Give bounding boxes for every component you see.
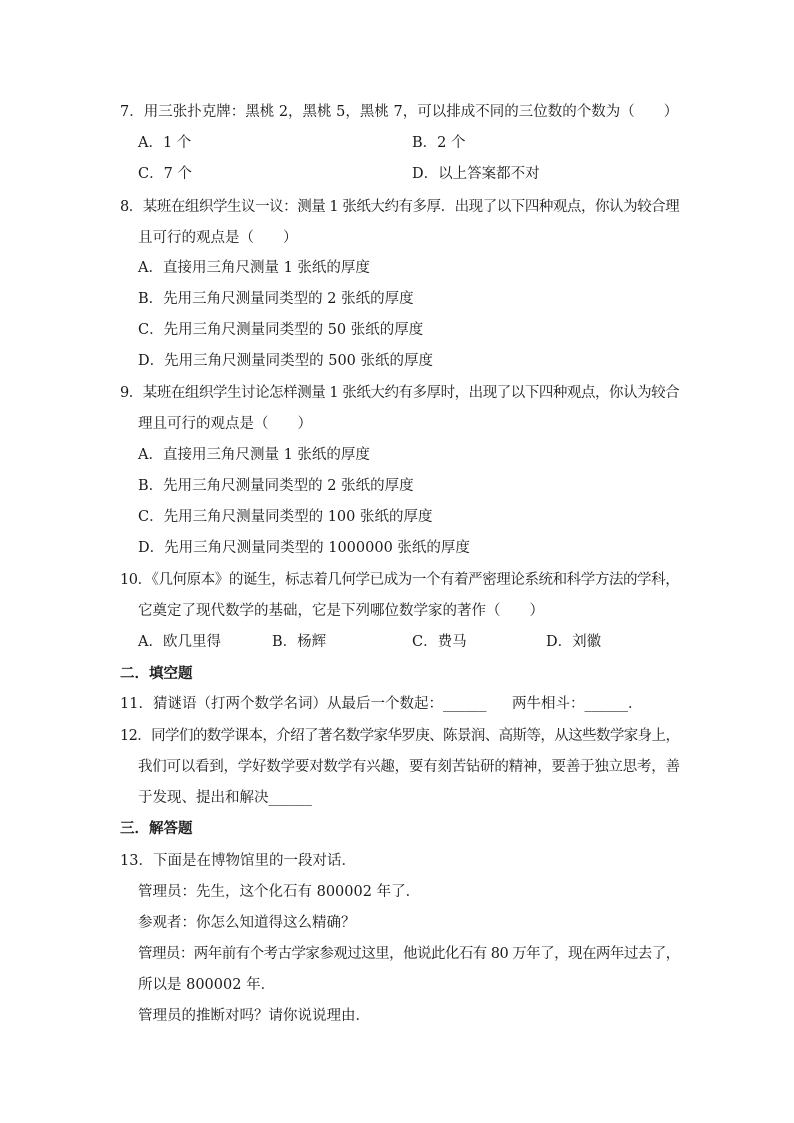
q12-line3: 于发现、提出和解决______ — [138, 790, 312, 806]
section-heading-answer: 三．解答题 — [120, 820, 193, 837]
q7-option-b: B．2 个 — [412, 135, 466, 151]
q8-option-b: B．先用三角尺测量同类型的 2 张纸的厚度 — [138, 291, 414, 307]
section-heading-fill-in: 二．填空题 — [120, 665, 193, 682]
q13-question: 管理员的推断对吗？请你说说理由． — [138, 1008, 370, 1024]
q10-option-d: D．刘徽 — [546, 634, 602, 650]
q13-dialogue-line2: 参观者：你怎么知道得这么精确？ — [138, 915, 356, 931]
q10-option-c: C．费马 — [412, 634, 467, 650]
q8-stem-line1: 8．某班在组织学生议一议：测量 1 张纸大约有多厚．出现了以下四种观点，你认为较合理 — [120, 199, 680, 215]
q8-stem-line2: 且可行的观点是（ ） — [138, 230, 298, 246]
q13-dialogue-line3: 管理员：两年前有个考古学家参观过这里，他说此化石有 80 万年了，现在两年过去了， — [138, 946, 680, 962]
q8-option-c: C．先用三角尺测量同类型的 50 张纸的厚度 — [138, 322, 424, 338]
q8-option-a: A．直接用三角尺测量 1 张纸的厚度 — [138, 260, 370, 276]
q9-option-c: C．先用三角尺测量同类型的 100 张纸的厚度 — [138, 509, 433, 525]
q12-line1: 12．同学们的数学课本，介绍了著名数学家华罗庚、陈景润、高斯等，从这些数学家身上， — [120, 728, 680, 744]
q8-option-d: D．先用三角尺测量同类型的 500 张纸的厚度 — [138, 353, 434, 369]
q13-dialogue-line1: 管理员：先生，这个化石有 800002 年了． — [138, 884, 421, 900]
q13-dialogue-line4: 所以是 800002 年． — [138, 977, 276, 993]
q9-option-d: D．先用三角尺测量同类型的 1000000 张纸的厚度 — [138, 540, 470, 556]
q7-option-c: C．7 个 — [138, 166, 192, 182]
q11-part1: 11．猜谜语（打两个数学名词）从最后一个数起：______ — [120, 696, 487, 712]
q7-option-d: D．以上答案都不对 — [412, 166, 540, 182]
q10-option-a: A．欧几里得 — [138, 634, 221, 650]
q7-option-a: A．1 个 — [138, 135, 192, 151]
q9-option-a: A．直接用三角尺测量 1 张纸的厚度 — [138, 447, 370, 463]
q11-part2: 两牛相斗：______． — [512, 696, 643, 712]
q13-stem: 13．下面是在博物馆里的一段对话． — [120, 853, 356, 869]
q10-option-b: B．杨辉 — [272, 634, 327, 650]
q12-line2: 我们可以看到，学好数学要对数学有兴趣，要有刻苦钻研的精神，要善于独立思考，善 — [138, 759, 680, 775]
q9-option-b: B．先用三角尺测量同类型的 2 张纸的厚度 — [138, 478, 414, 494]
q7-stem: 7．用三张扑克牌：黑桃 2，黑桃 5，黑桃 7，可以排成不同的三位数的个数为（ ） — [120, 104, 679, 120]
q9-stem-line1: 9．某班在组织学生讨论怎样测量 1 张纸大约有多厚时，出现了以下四种观点，你认为较合 — [120, 385, 680, 401]
q10-stem-line2: 它奠定了现代数学的基础，它是下列哪位数学家的著作（ ） — [138, 603, 544, 619]
q9-stem-line2: 理且可行的观点是（ ） — [138, 416, 312, 432]
q10-stem-line1: 10．《几何原本》的诞生，标志着几何学已成为一个有着严密理论系统和科学方法的学科， — [120, 572, 680, 588]
